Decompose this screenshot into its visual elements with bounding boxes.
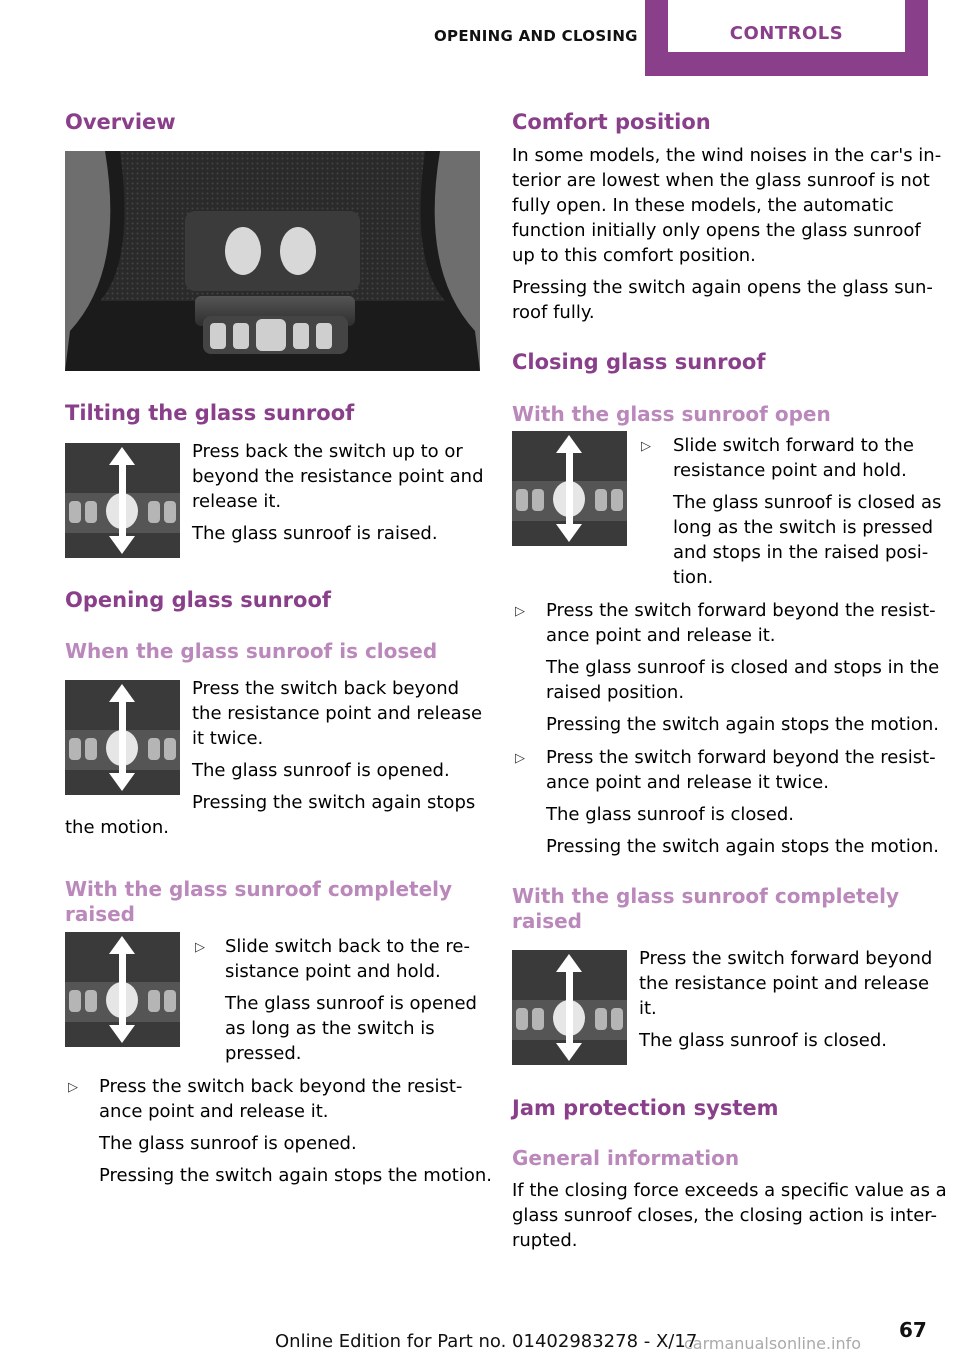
close-open-b2-line-1: Press the switch forward beyond the resist- [546,600,936,621]
subheading-raised-right-1: With the glass sunroof completely [512,884,900,908]
heading-tilting: Tilting the glass sunroof [65,401,355,425]
close-open-b1-result-1: The glass sunroof is closed as [673,492,942,513]
chapter-tab-label: CONTROLS [668,0,905,52]
bullet-icon: ▷ [68,1080,78,1095]
open-raised-b2-result: The glass sunroof is opened. [99,1133,357,1154]
page-number: 67 [899,1318,927,1342]
open-closed-line-1: Press the switch back beyond [192,678,460,699]
tilting-result: The glass sunroof is raised. [192,523,438,544]
close-open-b3-line-1: Press the switch forward beyond the resist- [546,747,936,768]
comfort-line-6: Pressing the switch again opens the glass sun- [512,277,933,298]
switch-photo-open-raised [65,932,180,1047]
comfort-line-3: fully open. In these models, the automatic [512,195,894,216]
open-raised-b1-result-2: as long as the switch is [225,1018,435,1039]
overview-photo [65,151,480,371]
open-closed-line-2: the resistance point and release [192,703,483,724]
comfort-line-5: up to this comfort position. [512,245,756,266]
open-raised-b2-line-2: ance point and release it. [99,1101,329,1122]
close-raised-result: The glass sunroof is closed. [639,1030,888,1051]
heading-comfort: Comfort position [512,110,711,134]
bullet-icon: ▷ [515,751,525,766]
jam-line-1: If the closing force exceeds a specific value as a [512,1180,947,1201]
subheading-raised-right-2: raised [512,909,582,933]
close-open-b1-line-1: Slide switch forward to the [673,435,914,456]
open-raised-b1-line-2: sistance point and hold. [225,961,441,982]
switch-photo-open-closed [65,680,180,795]
switch-photo-tilt [65,443,180,558]
subheading-when-open: With the glass sunroof open [512,402,831,426]
bullet-icon: ▷ [515,604,525,619]
subheading-raised-left-1: With the glass sunroof completely [65,877,453,901]
open-raised-b1-result-1: The glass sunroof is opened [225,993,477,1014]
comfort-line-4: function initially only opens the glass sunroof [512,220,921,241]
open-closed-line-3: it twice. [192,728,264,749]
close-open-b1-result-4: tion. [673,567,714,588]
comfort-line-7: roof fully. [512,302,595,323]
heading-overview: Overview [65,110,176,134]
close-open-b2-result-1: The glass sunroof is closed and stops in the [546,657,940,678]
jam-line-2: glass sunroof closes, the closing action is inter- [512,1205,938,1226]
tilting-line-1: Press back the switch up to or [192,441,463,462]
open-closed-stop-1: Pressing the switch again stops [192,792,476,813]
comfort-line-2: terior are lowest when the glass sunroof is not [512,170,930,191]
open-raised-b1-result-3: pressed. [225,1043,302,1064]
open-raised-b2-stop: Pressing the switch again stops the motion. [99,1165,492,1186]
watermark: carmanualsonline.info [684,1334,862,1353]
switch-photo-close-raised [512,950,627,1065]
open-raised-b1-line-1: Slide switch back to the re- [225,936,470,957]
heading-opening: Opening glass sunroof [65,588,332,612]
close-open-b2-result-2: raised position. [546,682,685,703]
subheading-general-info: General information [512,1146,740,1170]
close-open-b2-stop: Pressing the switch again stops the motion. [546,714,939,735]
tilting-line-3: release it. [192,491,282,512]
close-raised-line-1: Press the switch forward beyond [639,948,933,969]
close-open-b1-result-2: long as the switch is pressed [673,517,934,538]
bullet-icon: ▷ [195,940,205,955]
close-open-b1-line-2: resistance point and hold. [673,460,907,481]
close-raised-line-3: it. [639,998,657,1019]
close-open-b3-line-2: ance point and release it twice. [546,772,829,793]
subheading-raised-left-2: raised [65,902,135,926]
comfort-line-1: In some models, the wind noises in the car's in- [512,145,942,166]
heading-closing: Closing glass sunroof [512,350,766,374]
open-closed-result: The glass sunroof is opened. [192,760,450,781]
subheading-when-closed: When the glass sunroof is closed [65,639,438,663]
switch-photo-close-open [512,431,627,546]
close-open-b3-stop: Pressing the switch again stops the motion. [546,836,939,857]
jam-line-3: rupted. [512,1230,578,1251]
footer-edition: Online Edition for Part no. 01402983278 - X/17 [275,1331,698,1352]
close-open-b1-result-3: and stops in the raised posi- [673,542,929,563]
open-closed-stop-2: the motion. [65,817,170,838]
close-open-b2-line-2: ance point and release it. [546,625,776,646]
bullet-icon: ▷ [641,439,651,454]
heading-jam-protection: Jam protection system [512,1096,779,1120]
close-open-b3-result: The glass sunroof is closed. [546,804,795,825]
close-raised-line-2: the resistance point and release [639,973,930,994]
open-raised-b2-line-1: Press the switch back beyond the resist- [99,1076,463,1097]
tilting-line-2: beyond the resistance point and [192,466,484,487]
running-header-section: OPENING AND CLOSING [434,27,638,45]
